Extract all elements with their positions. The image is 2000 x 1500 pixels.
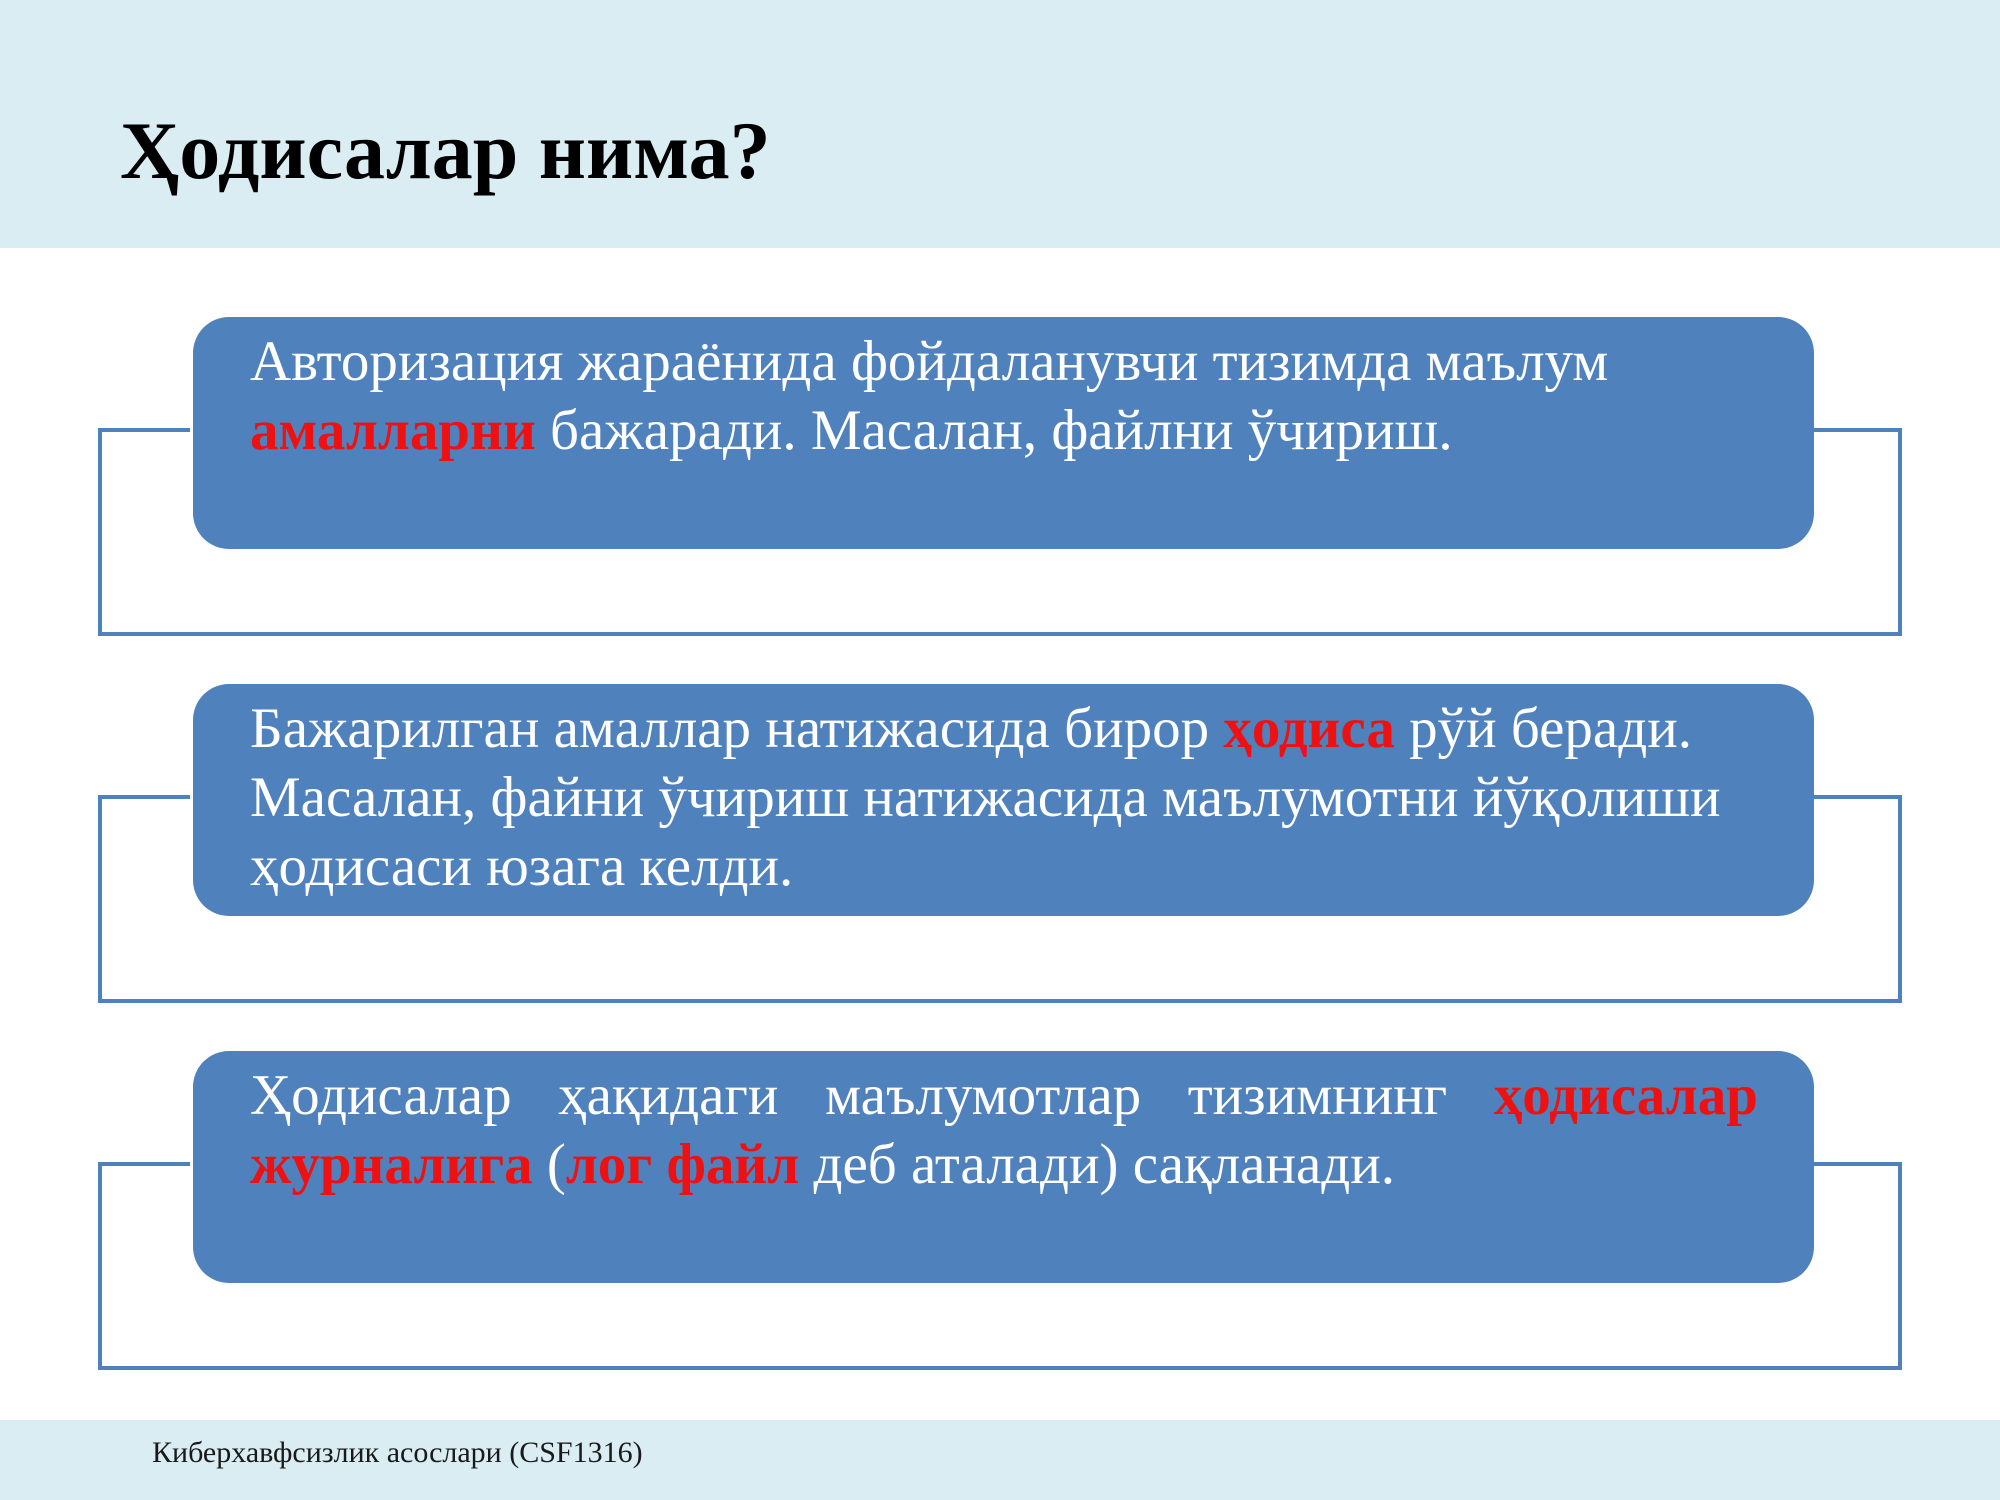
- card-1-highlight: амалларни: [250, 399, 536, 462]
- card-1-text: [250, 327, 1758, 465]
- card-2-highlight: ҳодиса: [1223, 697, 1395, 760]
- card-2-text-part: Бажарилган амаллар натижасида бирор: [250, 697, 1224, 760]
- footer-course-label: Киберхавфсизлик асослари (CSF1316): [152, 1436, 643, 1469]
- card-3-text-part: (: [532, 1133, 566, 1196]
- card-3-text-part: деб аталади) сақланади.: [799, 1133, 1396, 1196]
- card-3-text-part: Ҳодисалар ҳақидаги маълумотлар тизимнинг: [250, 1064, 1494, 1127]
- card-2-text-part: рўй беради. Масалан, файни ўчириш натижасида маълумотни йўқолиши ҳодисаси юзага келди.: [250, 697, 1721, 898]
- card-1-text-part: бажаради. Масалан, файлни ўчириш.: [535, 399, 1453, 462]
- card-3-text: [250, 1061, 1758, 1199]
- card-3-highlight: ҳодисалар журналига: [250, 1064, 1758, 1196]
- card-3: [193, 1051, 1814, 1283]
- card-1: [193, 317, 1814, 549]
- card-1-text-part: Авторизация жараёнида фойдаланувчи тизимда маълум: [250, 330, 1609, 393]
- slide-title: Ҳодисалар нима?: [120, 105, 771, 196]
- card-3-highlight: лог файл: [565, 1133, 800, 1196]
- card-2: [193, 684, 1814, 916]
- card-2-text: [250, 694, 1758, 901]
